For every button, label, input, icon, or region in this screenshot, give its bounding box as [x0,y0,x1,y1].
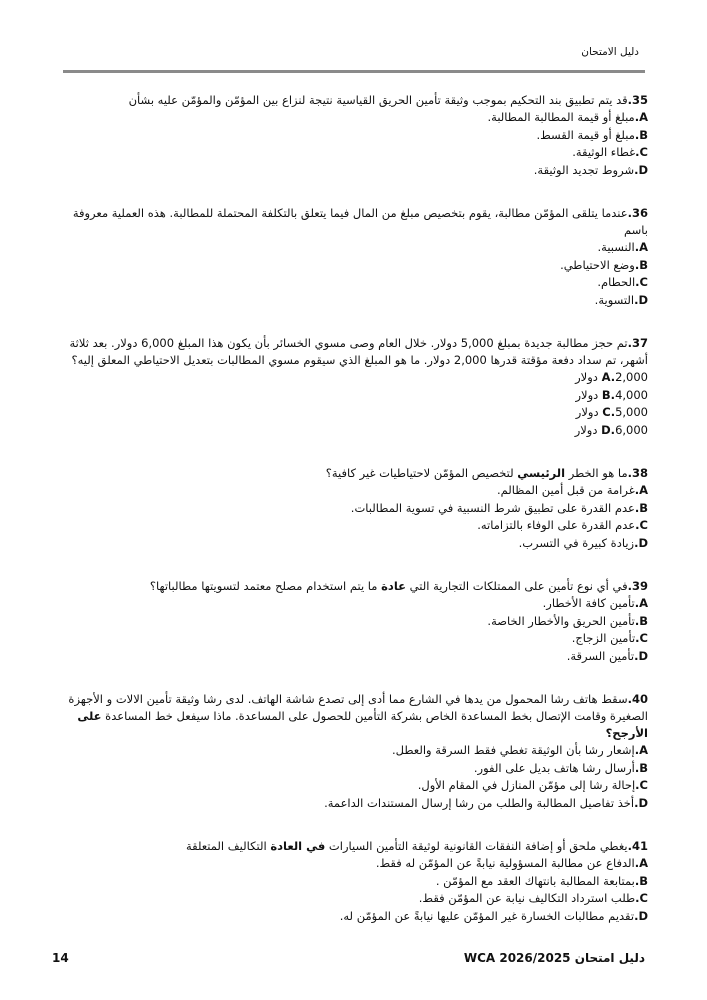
option-d: D.زيادة كبيرة في التسرب. [518,535,648,550]
footer-guide-title: دليل امتحان WCA 2026/2025 [463,951,645,965]
question-number: 38. [627,466,648,480]
question-37 [60,335,648,439]
option-c: C.إحالة رشا إلى مؤمّن المنازل في المقام الأول. [417,778,648,792]
option-b: B.عدم القدرة على تطبيق شرط النسبية في تسوية المطالبات. [350,500,648,515]
questions-list [60,92,648,951]
option-a: A.الدفاع عن مطالبة المسؤولية نيابةً عن المؤمّن له فقط. [375,856,648,870]
question-39 [60,578,648,665]
question-stem: قد يتم تطبيق بند التحكيم بموجب وثيقة تأمين الحريق القياسية نتيجة لنزاع بين المؤمّن والمؤمّن عليه بشأن [128,93,628,107]
option-c: C.الحطام. [597,275,648,289]
option-b: B.أرسال رشا هاتف بديل على الفور. [473,760,648,775]
question-text: 41.يغطي ملحق أو إضافة النفقات القانونية لوثيقة التأمين السيارات في العادة التكاليف المتعلقة [185,839,648,853]
question-stem: تم حجز مطالبة جديدة بمبلغ 5,000 دولار. خلال العام وصى مسوي الخسائر بأن يكون هذا المبلغ 6,000 دولار. بعد ثلاثة أشهر، تم سداد دفعة مؤقتة قدرها 2,000 دولار. ما هو المبلغ الذي سيقوم مسوي المطالبات بتعديل الاحتياطي المعلق إليه؟ [69,336,648,367]
option-b: B.بمتابعة المطالبة بانتهاك العقد مع المؤمّن . [435,873,648,888]
emphasis-text: الرئيسي [517,466,566,480]
question-number: 41. [627,839,648,853]
option-d: D.أخذ تفاصيل المطالبة والطلب من رشا إرسال المستندات الداعمة. [324,795,648,810]
option-c: C.غطاء الوثيقة. [572,145,648,159]
option-d: D.تأمين السرقة. [566,648,648,663]
question-number: 40. [627,692,648,706]
option-b: B.تأمين الحريق والأخطار الخاصة. [487,613,648,628]
question-text [60,205,648,239]
option-c: C.تأمين الزجاج. [571,631,648,645]
question-36 [60,205,648,309]
question-number: 39. [627,579,648,593]
header-divider [63,70,645,73]
page-number: 14 [52,951,69,965]
option-c: C.5,000 دولار [575,405,648,419]
emphasis-text: في العادة [270,839,326,853]
question-35 [60,92,648,179]
option-a: A.إشعار رشا بأن الوثيقة تغطي فقط السرقة والعطل. [391,743,648,757]
question-number: 37. [627,336,648,350]
option-b: B.مبلغ أو قيمة القسط. [536,127,648,142]
question-stem: عندما يتلقى المؤمّن مطالبة، يقوم بتخصيص مبلغ من المال فيما يتعلق بالتكلفة المحتملة للمطالبة. هذه العملية معروفة باسم [72,206,648,237]
question-text [60,92,648,109]
option-c: C.عدم القدرة على الوفاء بالتزاماته. [477,518,648,532]
option-d: D.6,000 دولار [574,422,648,437]
option-d: D.شروط تجديد الوثيقة. [533,162,648,177]
option-a: A.2,000 دولار [575,370,648,384]
question-text: 40.سقط هاتف رشا المحمول من يدها في الشارع مما أدى إلى تصدع شاشة الهاتف. لدى رشا وثيقة تأمين الالات و الأجهزة الصغيرة وقامت الإتصال بخط المساعدة الخاص بشركة التأمين للحصول على المساعدة. ماذا سيفعل خط المساعدة على الأرجح؟ [68,692,648,740]
option-d: D.التسوية. [594,292,648,307]
option-a: A.مبلغ أو قيمة المطالبة المطالبة. [487,110,648,124]
option-a: A.غرامة من قبل أمين المظالم. [496,483,648,497]
option-a: A.تأمين كافة الأخطار. [542,596,648,610]
page-header-title: دليل الامتحان [581,46,639,58]
question-text: 39.في أي نوع تأمين على الممتلكات التجارية التي عادة ما يتم استخدام مصلح معتمد لتسويتها مطالباتها؟ [149,579,648,593]
question-40 [60,691,648,812]
question-text: 38.ما هو الخطر الرئيسي لتخصيص المؤمّن لاحتياطيات غير كافية؟ [325,466,648,480]
question-text [60,335,648,369]
option-d: D.تقديم مطالبات الخسارة غير المؤمّن عليها نيابةً عن المؤمّن له. [339,908,648,923]
option-c: C.طلب استرداد التكاليف نيابة عن المؤمّن فقط. [418,891,648,905]
question-number: 36. [627,206,648,220]
option-b: B.4,000 دولار [575,387,648,402]
emphasis-text: عادة [381,579,406,593]
option-b: B.وضع الاحتياطي. [560,257,648,272]
question-41 [60,838,648,925]
emphasis-text: على الأرجح؟ [77,709,648,740]
option-a: A.النسبية. [597,240,648,254]
question-38 [60,465,648,552]
question-number: 35. [627,93,648,107]
